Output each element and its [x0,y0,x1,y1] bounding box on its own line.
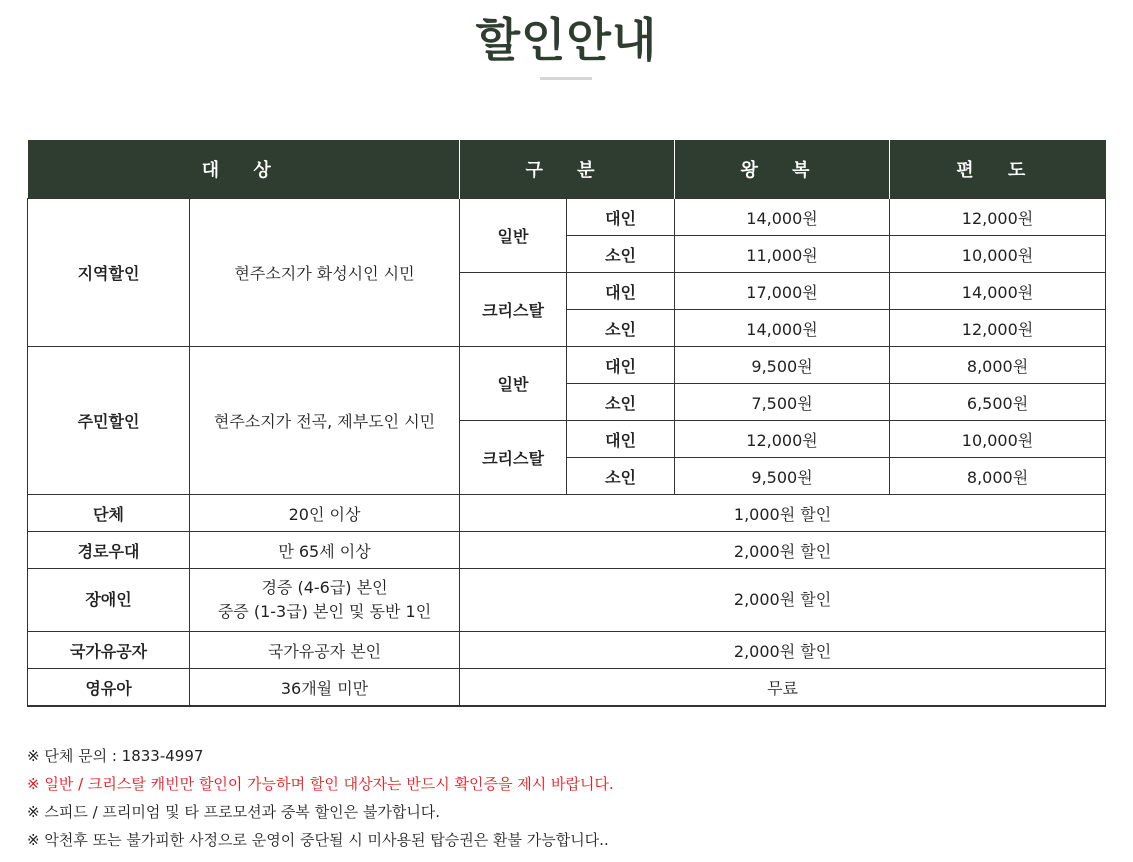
note-id-required: ※ 일반 / 크리스탈 캐빈만 할인이 가능하며 할인 대상자는 반드시 확인증을 제시 바랍니다. [27,775,614,793]
round-trip-price: 9,500원 [675,458,890,495]
one-way-price: 6,500원 [890,384,1106,421]
discount-target: 20인 이상 [190,495,460,532]
discount-name: 국가유공자 [28,632,190,669]
discount-target: 국가유공자 본인 [190,632,460,669]
passenger-type: 대인 [567,273,675,310]
note-group-inquiry: ※ 단체 문의 : 1833-4997 [27,747,204,765]
discount-amount: 2,000원 할인 [460,532,1106,569]
passenger-type: 소인 [567,458,675,495]
note-refund: ※ 악천후 또는 불가피한 사정으로 운영이 중단될 시 미사용된 탑승권은 환불 가능합니다.. [27,831,609,849]
header-target: 대 상 [28,140,460,199]
discount-name: 단체 [28,495,190,532]
discount-target: 만 65세 이상 [190,532,460,569]
table-row [28,532,1106,569]
round-trip-price: 17,000원 [675,273,890,310]
one-way-price: 8,000원 [890,347,1106,384]
table-row [28,669,1106,707]
discount-table [27,140,1106,707]
target-line: 중증 (1-3급) 본인 및 동반 1인 [217,602,432,621]
round-trip-price: 11,000원 [675,236,890,273]
round-trip-price: 12,000원 [675,421,890,458]
one-way-price: 10,000원 [890,236,1106,273]
discount-name: 주민할인 [28,347,190,495]
passenger-type: 소인 [567,384,675,421]
header-one-way: 편 도 [890,140,1106,199]
discount-target [190,569,460,632]
one-way-price: 8,000원 [890,458,1106,495]
cabin-category: 크리스탈 [460,421,567,495]
discount-name: 경로우대 [28,532,190,569]
page-title: 할인안내 [475,13,658,67]
one-way-price: 12,000원 [890,310,1106,347]
discount-amount: 무료 [460,669,1106,707]
passenger-type: 소인 [567,310,675,347]
discount-amount: 2,000원 할인 [460,632,1106,669]
passenger-type: 대인 [567,421,675,458]
round-trip-price: 7,500원 [675,384,890,421]
cabin-category: 일반 [460,199,567,273]
discount-amount: 1,000원 할인 [460,495,1106,532]
table-header-row [28,140,1106,199]
discount-name: 영유아 [28,669,190,707]
discount-name: 지역할인 [28,199,190,347]
passenger-type: 대인 [567,347,675,384]
target-line: 경증 (4-6급) 본인 [261,578,388,597]
discount-target: 현주소지가 전곡, 제부도인 시민 [190,347,460,495]
discount-amount: 2,000원 할인 [460,569,1106,632]
one-way-price: 12,000원 [890,199,1106,236]
discount-name: 장애인 [28,569,190,632]
discount-target: 36개월 미만 [190,669,460,707]
table-row [28,495,1106,532]
cabin-category: 일반 [460,347,567,421]
round-trip-price: 14,000원 [675,310,890,347]
table-row [28,347,1106,384]
table-row [28,632,1106,669]
discount-target: 현주소지가 화성시인 시민 [190,199,460,347]
title-divider [540,77,592,80]
passenger-type: 소인 [567,236,675,273]
passenger-type: 대인 [567,199,675,236]
one-way-price: 10,000원 [890,421,1106,458]
round-trip-price: 9,500원 [675,347,890,384]
notes-section [27,742,614,854]
one-way-price: 14,000원 [890,273,1106,310]
table-row [28,569,1106,632]
header-round-trip: 왕 복 [675,140,890,199]
round-trip-price: 14,000원 [675,199,890,236]
header-category: 구 분 [460,140,675,199]
cabin-category: 크리스탈 [460,273,567,347]
table-row [28,199,1106,236]
note-no-duplicate: ※ 스피드 / 프리미엄 및 타 프로모션과 중복 할인은 불가합니다. [27,803,441,821]
